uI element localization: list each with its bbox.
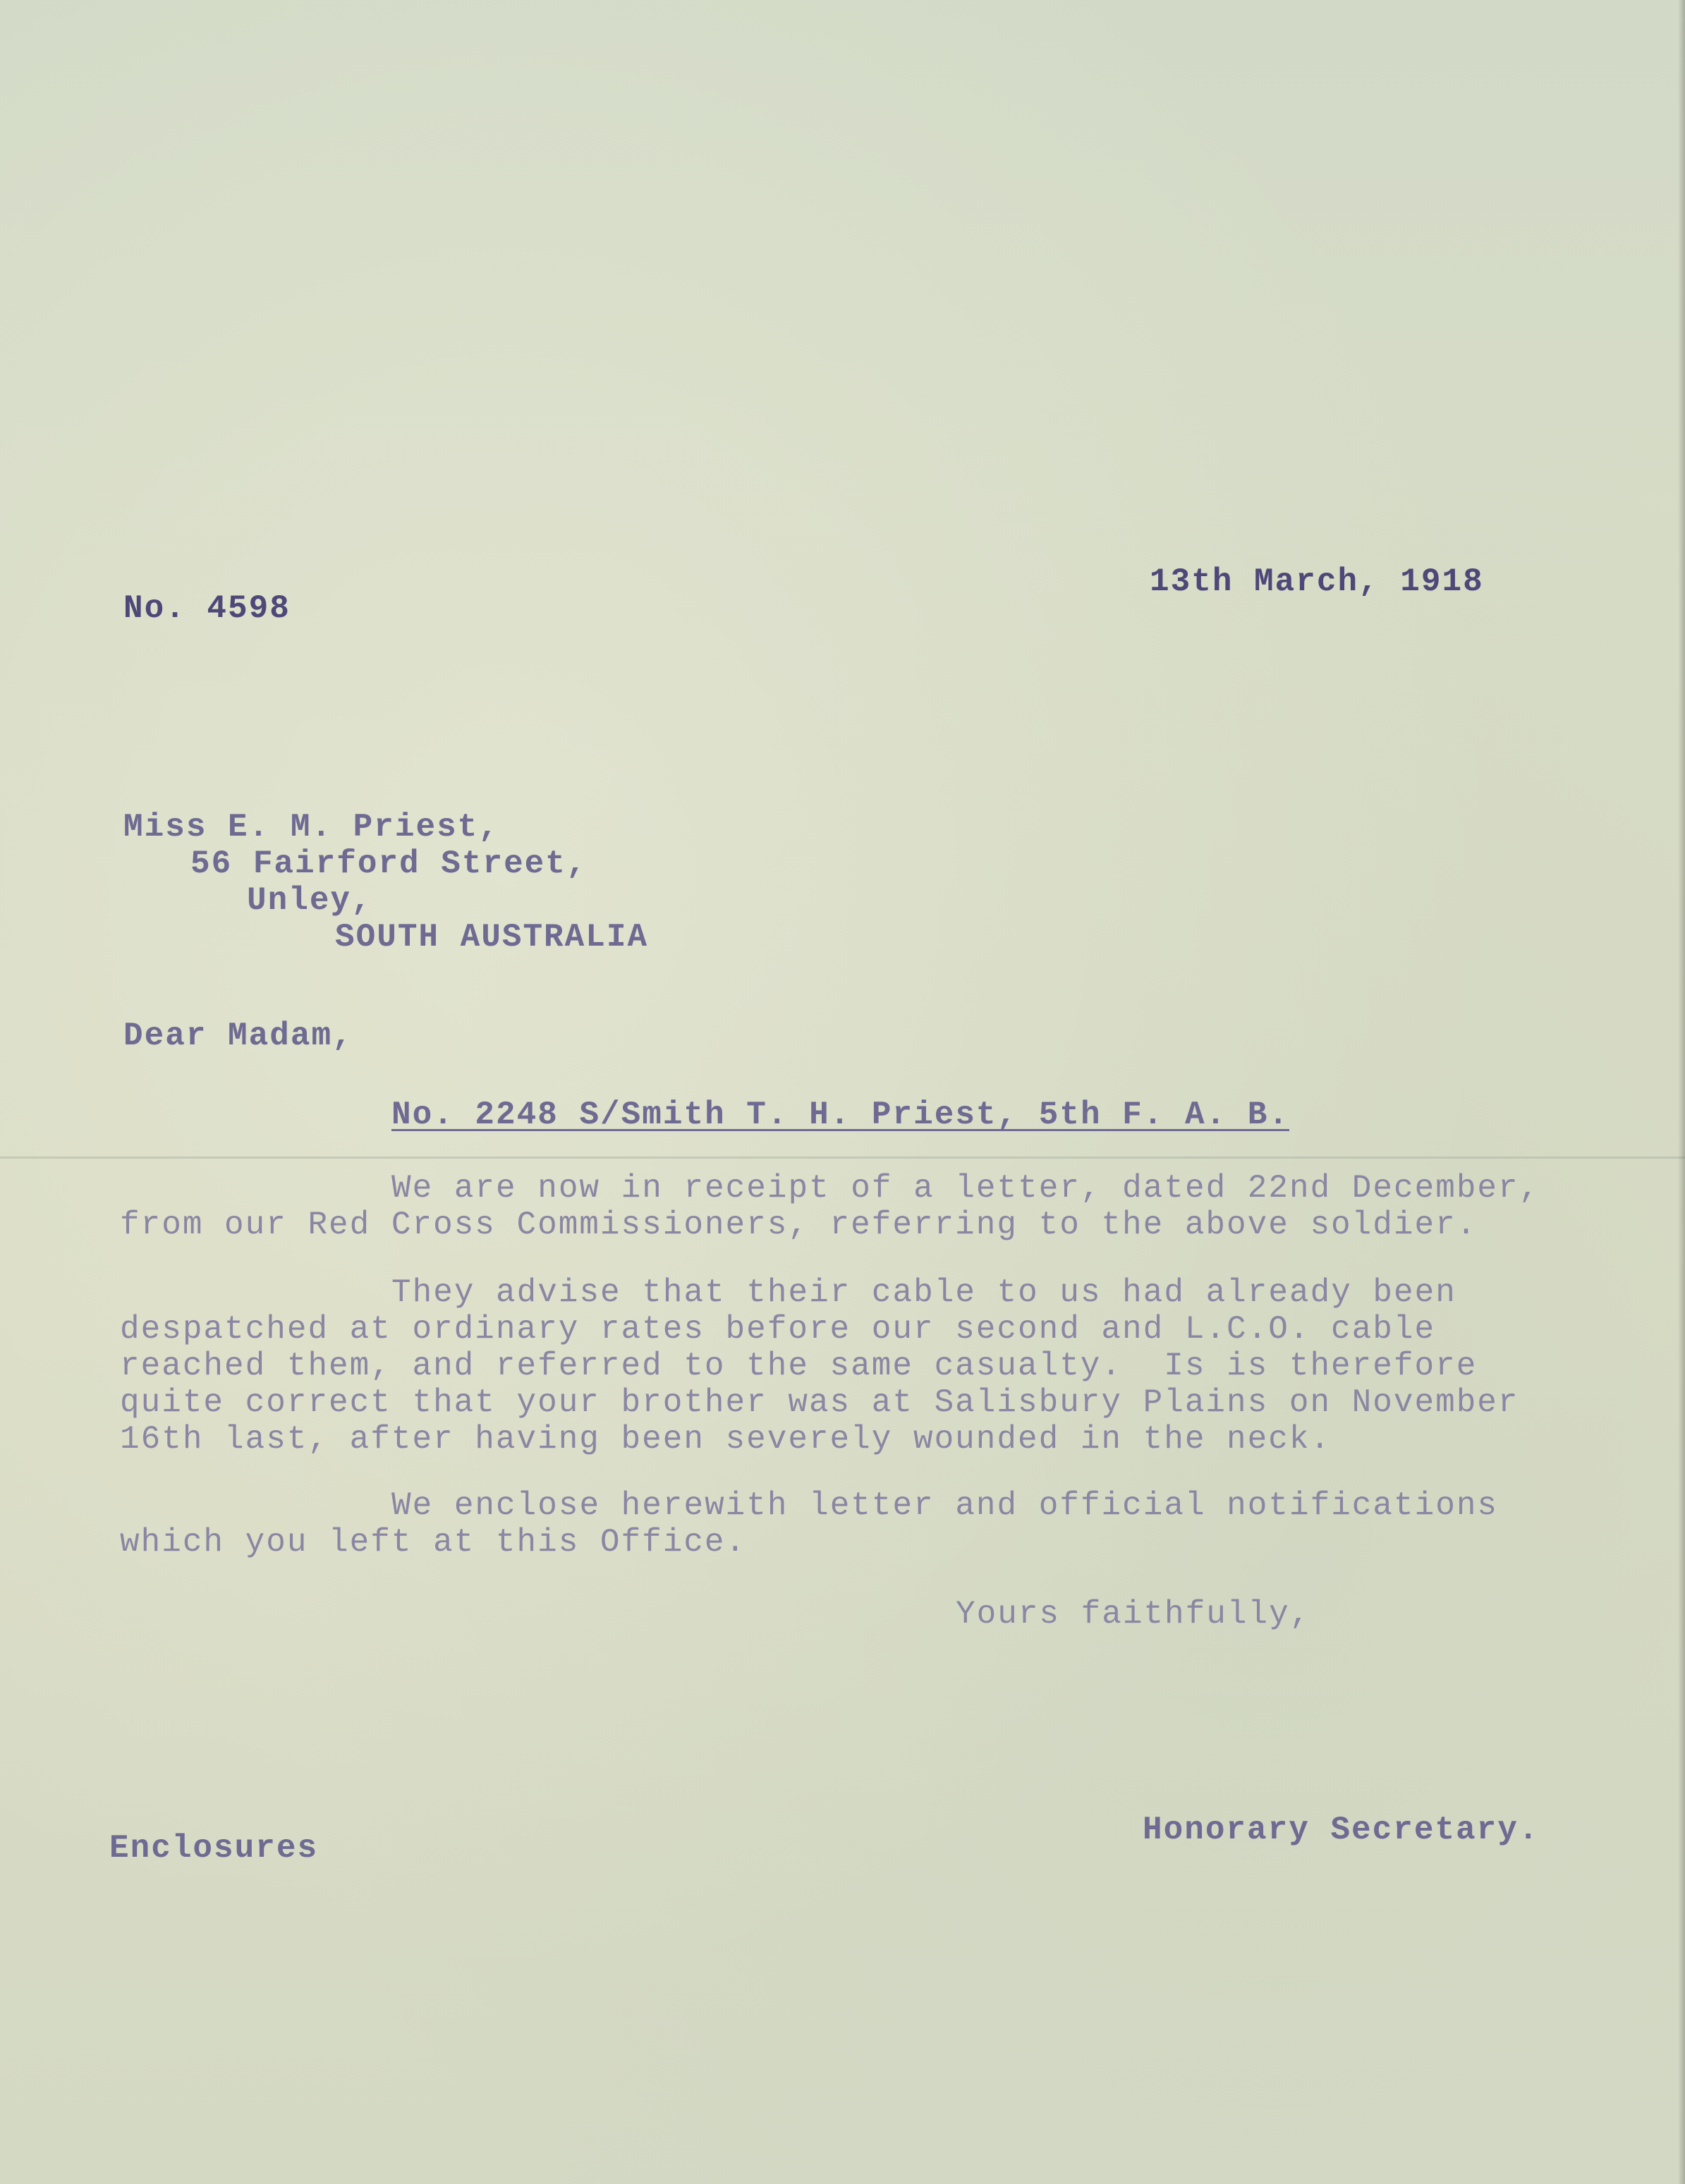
paragraph-2-line-3: reached them, and referred to the same casualty. Is is therefore (120, 1348, 1478, 1384)
recipient-state: SOUTH AUSTRALIA (335, 919, 649, 956)
letter-reference-number: No. 4598 (123, 590, 291, 627)
letter-subject: No. 2248 S/Smith T. H. Priest, 5th F. A. B. (391, 1097, 1289, 1133)
paragraph-3-line-1: We enclose herewith letter and official notifications (391, 1487, 1499, 1524)
paragraph-1-line-1: We are now in receipt of a letter, dated 22nd December, (391, 1170, 1540, 1207)
recipient-street: 56 Fairford Street, (190, 846, 588, 882)
closing: Yours faithfully, (956, 1596, 1311, 1633)
recipient-suburb: Unley, (247, 882, 372, 919)
paragraph-1-line-2: from our Red Cross Commissioners, referring to the above soldier. (120, 1207, 1478, 1243)
letter-date: 13th March, 1918 (1150, 563, 1484, 600)
paragraph-2-line-1: They advise that their cable to us had already been (391, 1274, 1456, 1311)
enclosures-label: Enclosures (109, 1830, 319, 1867)
paragraph-2-line-5: 16th last, after having been severely wounded in the neck. (120, 1421, 1332, 1458)
recipient-name: Miss E. M. Priest, (123, 809, 499, 846)
paper-fold (0, 1157, 1685, 1159)
paragraph-2-line-2: despatched at ordinary rates before our second and L.C.O. cable (120, 1311, 1436, 1348)
paragraph-2-line-4: quite correct that your brother was at Salisbury Plains on November (120, 1384, 1519, 1421)
signatory-title: Honorary Secretary. (1143, 1812, 1540, 1848)
paragraph-3-line-2: which you left at this Office. (120, 1524, 747, 1561)
salutation: Dear Madam, (123, 1018, 353, 1054)
paper-edge-shadow (1678, 0, 1685, 2184)
